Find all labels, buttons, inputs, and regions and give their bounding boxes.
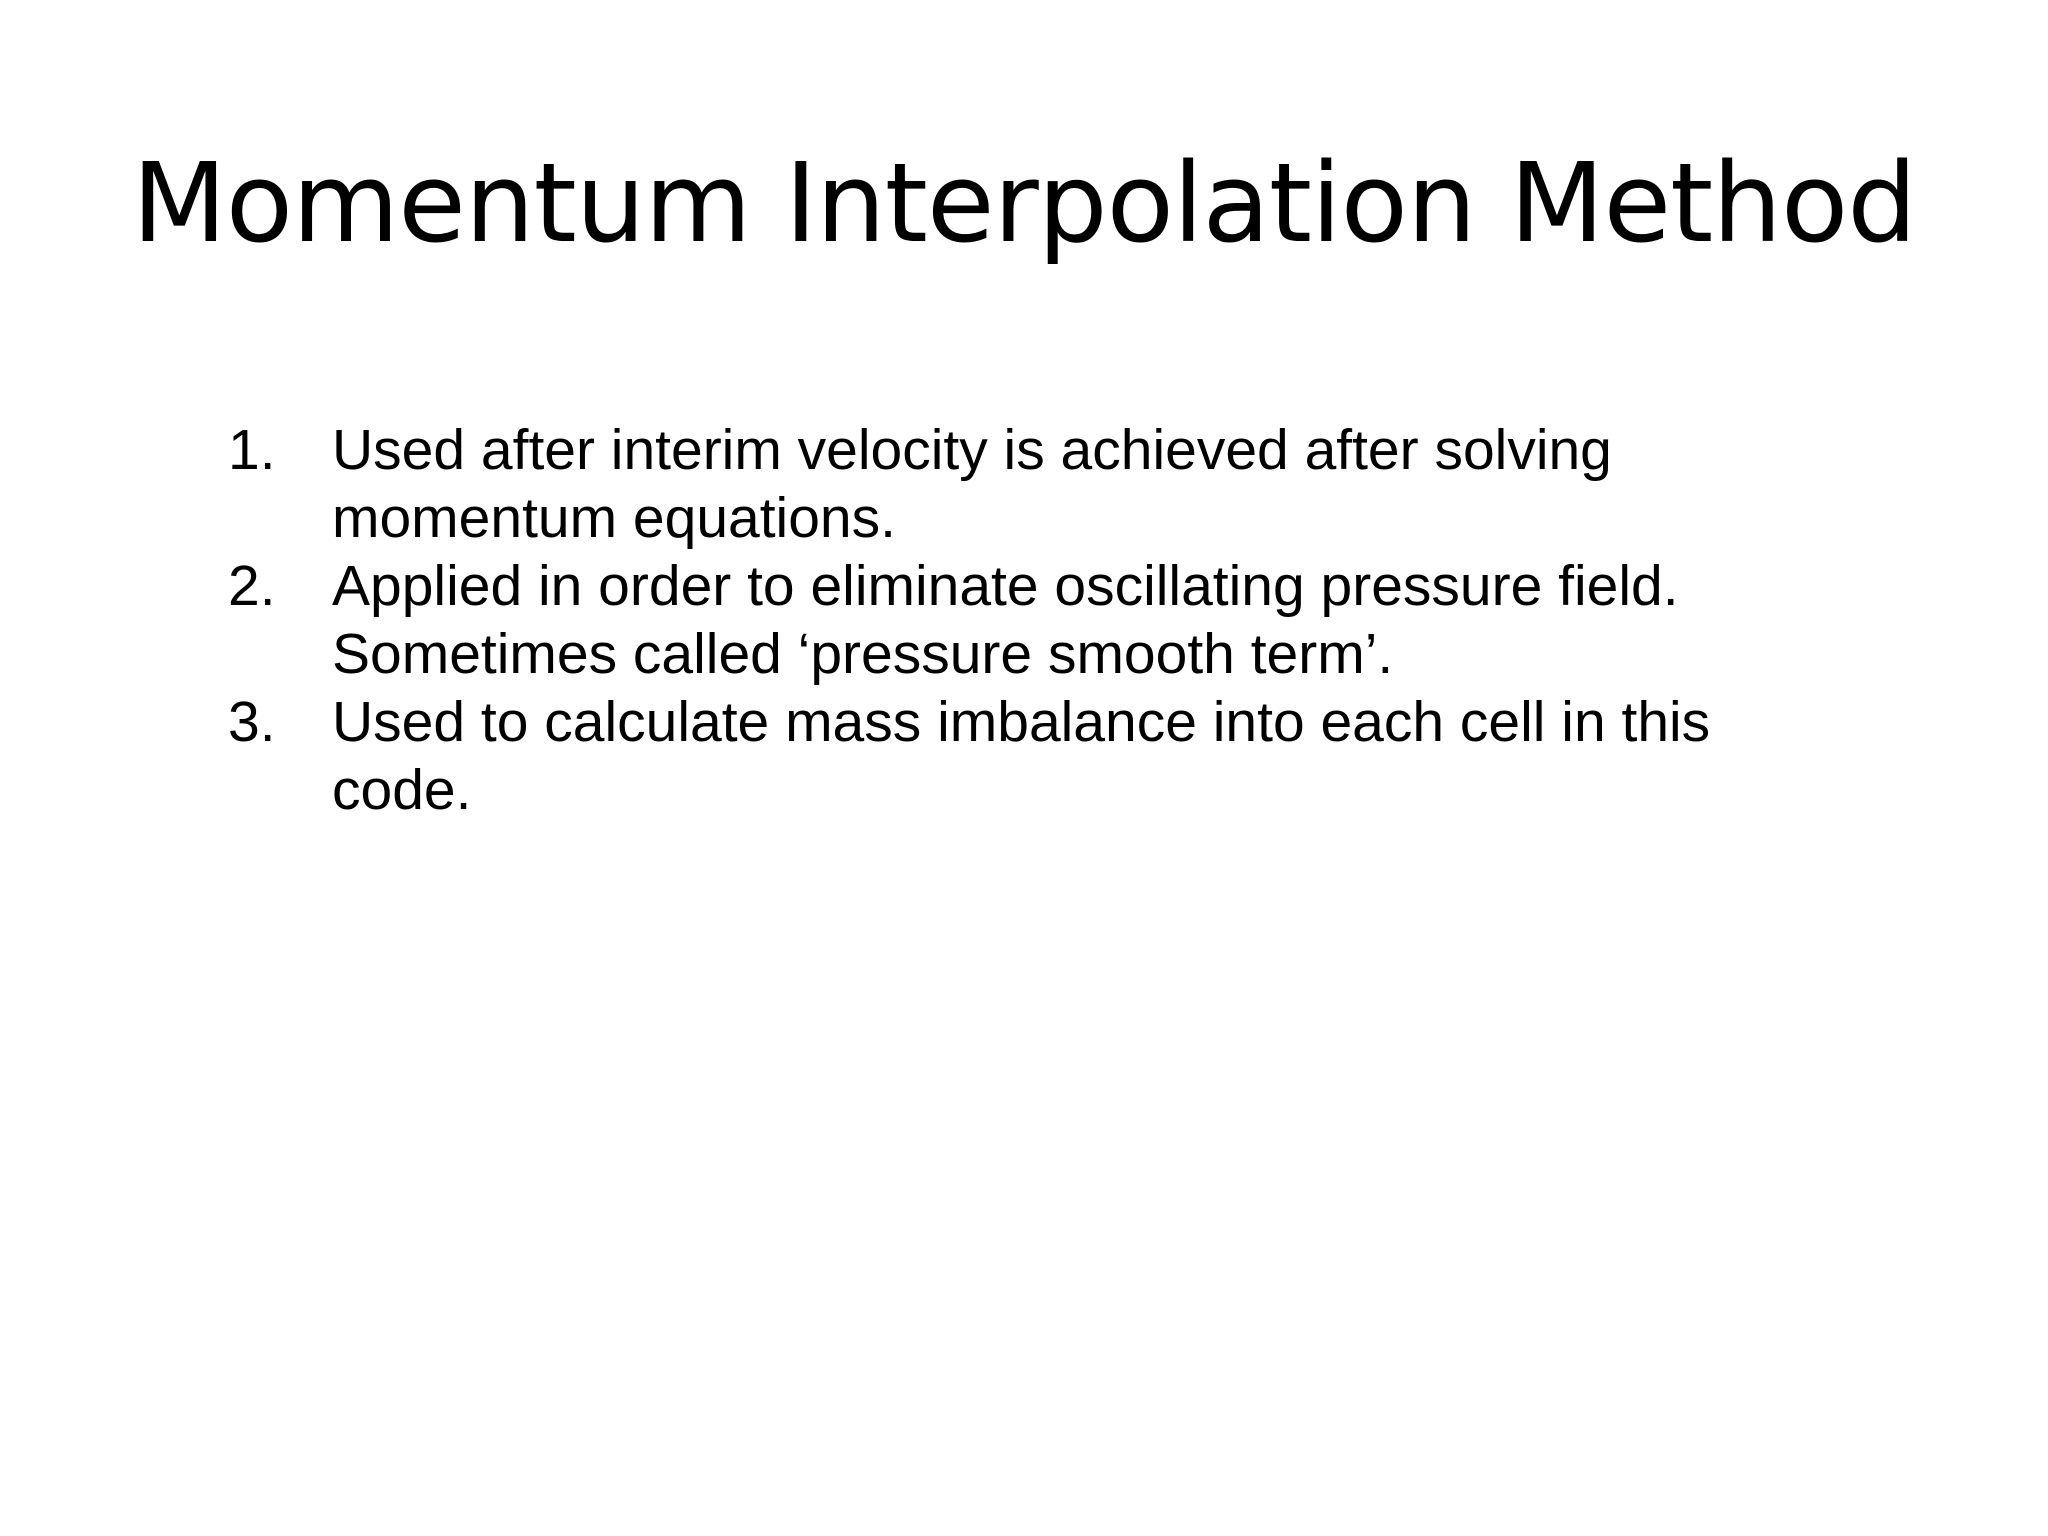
list-item-text: Used to calculate mass imbalance into each cell in this code. (332, 690, 1711, 822)
list-item (228, 688, 1788, 824)
list-item-number: 2. (228, 554, 276, 618)
list-item-text: Applied in order to eliminate oscillating pressure field. Sometimes called ‘pressure smooth term’. (332, 554, 1679, 686)
list-item-number: 3. (228, 690, 276, 754)
list-item (228, 416, 1788, 552)
list-item-text: Used after interim velocity is achieved after solving momentum equations. (332, 418, 1612, 550)
slide-title: Momentum Interpolation Method (131, 139, 1917, 267)
list-item (228, 552, 1788, 688)
numbered-list (228, 416, 1788, 824)
list-item-number: 1. (228, 418, 276, 482)
